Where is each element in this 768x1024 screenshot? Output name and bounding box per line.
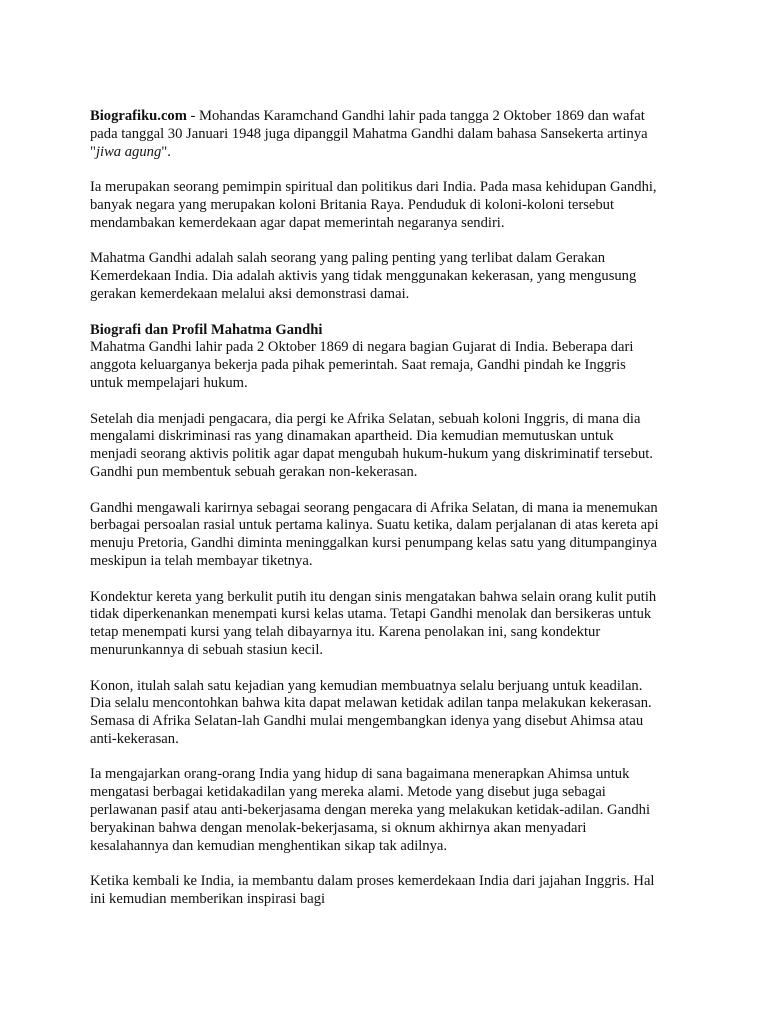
text-line: Ia mengajarkan orang-orang India yang hidup di sana bagaimana menerapkan Ahimsa untuk [90,766,630,783]
quote-open: " [90,143,96,160]
text-line: Kemerdekaan India. Dia adalah aktivis yang tidak menggunakan kekerasan, yang mengusung [90,268,637,285]
text-line: Konon, itulah salah satu kejadian yang kemudian membuatnya selalu berjuang untuk keadilan. [90,677,643,694]
text-line: mengalami diskriminasi ras yang dinamakan apartheid. Dia kemudian memutuskan untuk [90,428,614,445]
text-line: Semasa di Afrika Selatan-lah Gandhi mulai mengembangkan idenya yang disebut Ahimsa atau [90,713,644,730]
text-line: Ia merupakan seorang pemimpin spiritual dan politikus dari India. Pada masa kehidupan Gandhi, [90,179,657,196]
paragraph-3 [90,339,690,392]
text-line: ini kemudian memberikan inspirasi bagi [90,891,326,908]
paragraph-9 [90,873,690,909]
section-heading: Biografi dan Profil Mahatma Gandhi [90,321,323,338]
intro-line-1-text: - Mohandas Karamchand Gandhi lahir pada tangga 2 Oktober 1869 dan wafat [186,108,645,124]
text-line: Mahatma Gandhi adalah salah seorang yang paling penting yang terlibat dalam Gerakan [90,250,606,267]
intro-line-2: pada tanggal 30 Januari 1948 juga dipanggil Mahatma Gandhi dalam bahasa Sansekerta artinya [90,125,648,142]
intro-line-1 [90,108,690,126]
text-line: tetap menempati kursi yang telah dibayarnya itu. Karena penolakan ini, sang kondektur [90,624,601,641]
intro-line-3 [90,144,690,162]
text-line: Setelah dia menjadi pengacara, dia pergi ke Afrika Selatan, sebuah koloni Inggris, di mana dia [90,410,641,427]
text-line: Gandhi mengawali karirnya sebagai seorang pengacara di Afrika Selatan, di mana ia menemukan [90,499,658,516]
jiwa-agung-italic: jiwa agung [95,143,162,160]
text-line: Dia selalu mencontohkan bahwa kita dapat melawan ketidak adilan tanpa melakukan kekerasan. [90,695,652,712]
paragraph-1 [90,179,690,232]
text-line: banyak negara yang merupakan koloni Britania Raya. Penduduk di koloni-koloni tersebut [90,196,615,213]
text-line: berbagai persoalan rasial untuk pertama kalinya. Suatu ketika, dalam perjalanan di atas kereta api [90,517,659,534]
text-line: perlawanan pasif atau anti-bekerjasama dengan mereka yang melakukan ketidak-adilan. Gandhi [90,802,650,819]
text-line: menurunkannya di sebuah stasiun kecil. [90,641,324,658]
quote-close: ". [161,143,171,160]
text-line: kesalahannya dan kemudian menghentikan sikap tak adilnya. [90,837,448,854]
text-line: Kondektur kereta yang berkulit putih itu dengan sinis mengatakan bahwa selain orang kulit putih [90,588,657,605]
paragraph-2 [90,250,690,303]
text-line: mendambakan kemerdekaan agar dapat memerintah negaranya sendiri. [90,214,505,231]
text-line: meskipun ia telah membayar tiketnya. [90,552,313,569]
paragraph-7 [90,678,690,749]
paragraph-8 [90,766,690,855]
text-line: anggota keluarganya bekerja pada pihak pemerintah. Saat remaja, Gandhi pindah ke Inggris [90,357,626,374]
document-page [90,108,690,909]
text-line: Gandhi pun membentuk sebuah gerakan non-kekerasan. [90,463,418,480]
paragraph-6 [90,589,690,660]
text-line: gerakan kemerdekaan melalui aksi demonstrasi damai. [90,285,410,302]
paragraph-5 [90,500,690,571]
text-line: menjadi seorang aktivis politik agar dapat mengubah hukum-hukum yang diskriminatif tersebut. [90,446,653,463]
text-line: Ketika kembali ke India, ia membantu dalam proses kemerdekaan India dari jajahan Inggris. Hal [90,873,655,890]
paragraph-4 [90,411,690,482]
text-line: beryakinan bahwa dengan menolak-bekerjasama, si oknum akhirnya akan menyadari [90,819,587,836]
site-brand: Biografiku.com [90,108,187,124]
text-line: tidak diperkenankan menempati kursi kelas utama. Tetapi Gandhi menolak dan bersikeras untuk [90,606,652,623]
intro-paragraph [90,108,690,161]
text-line: menuju Pretoria, Gandhi diminta meninggalkan kursi penumpang kelas satu yang ditumpanginya [90,535,658,552]
text-line: untuk mempelajari hukum. [90,374,248,391]
text-line: anti-kekerasan. [90,730,179,747]
text-line: Mahatma Gandhi lahir pada 2 Oktober 1869 di negara bagian Gujarat di India. Beberapa dari [90,339,634,356]
text-line: mengatasi berbagai ketidakadilan yang mereka alami. Metode yang disebut juga sebagai [90,784,606,801]
